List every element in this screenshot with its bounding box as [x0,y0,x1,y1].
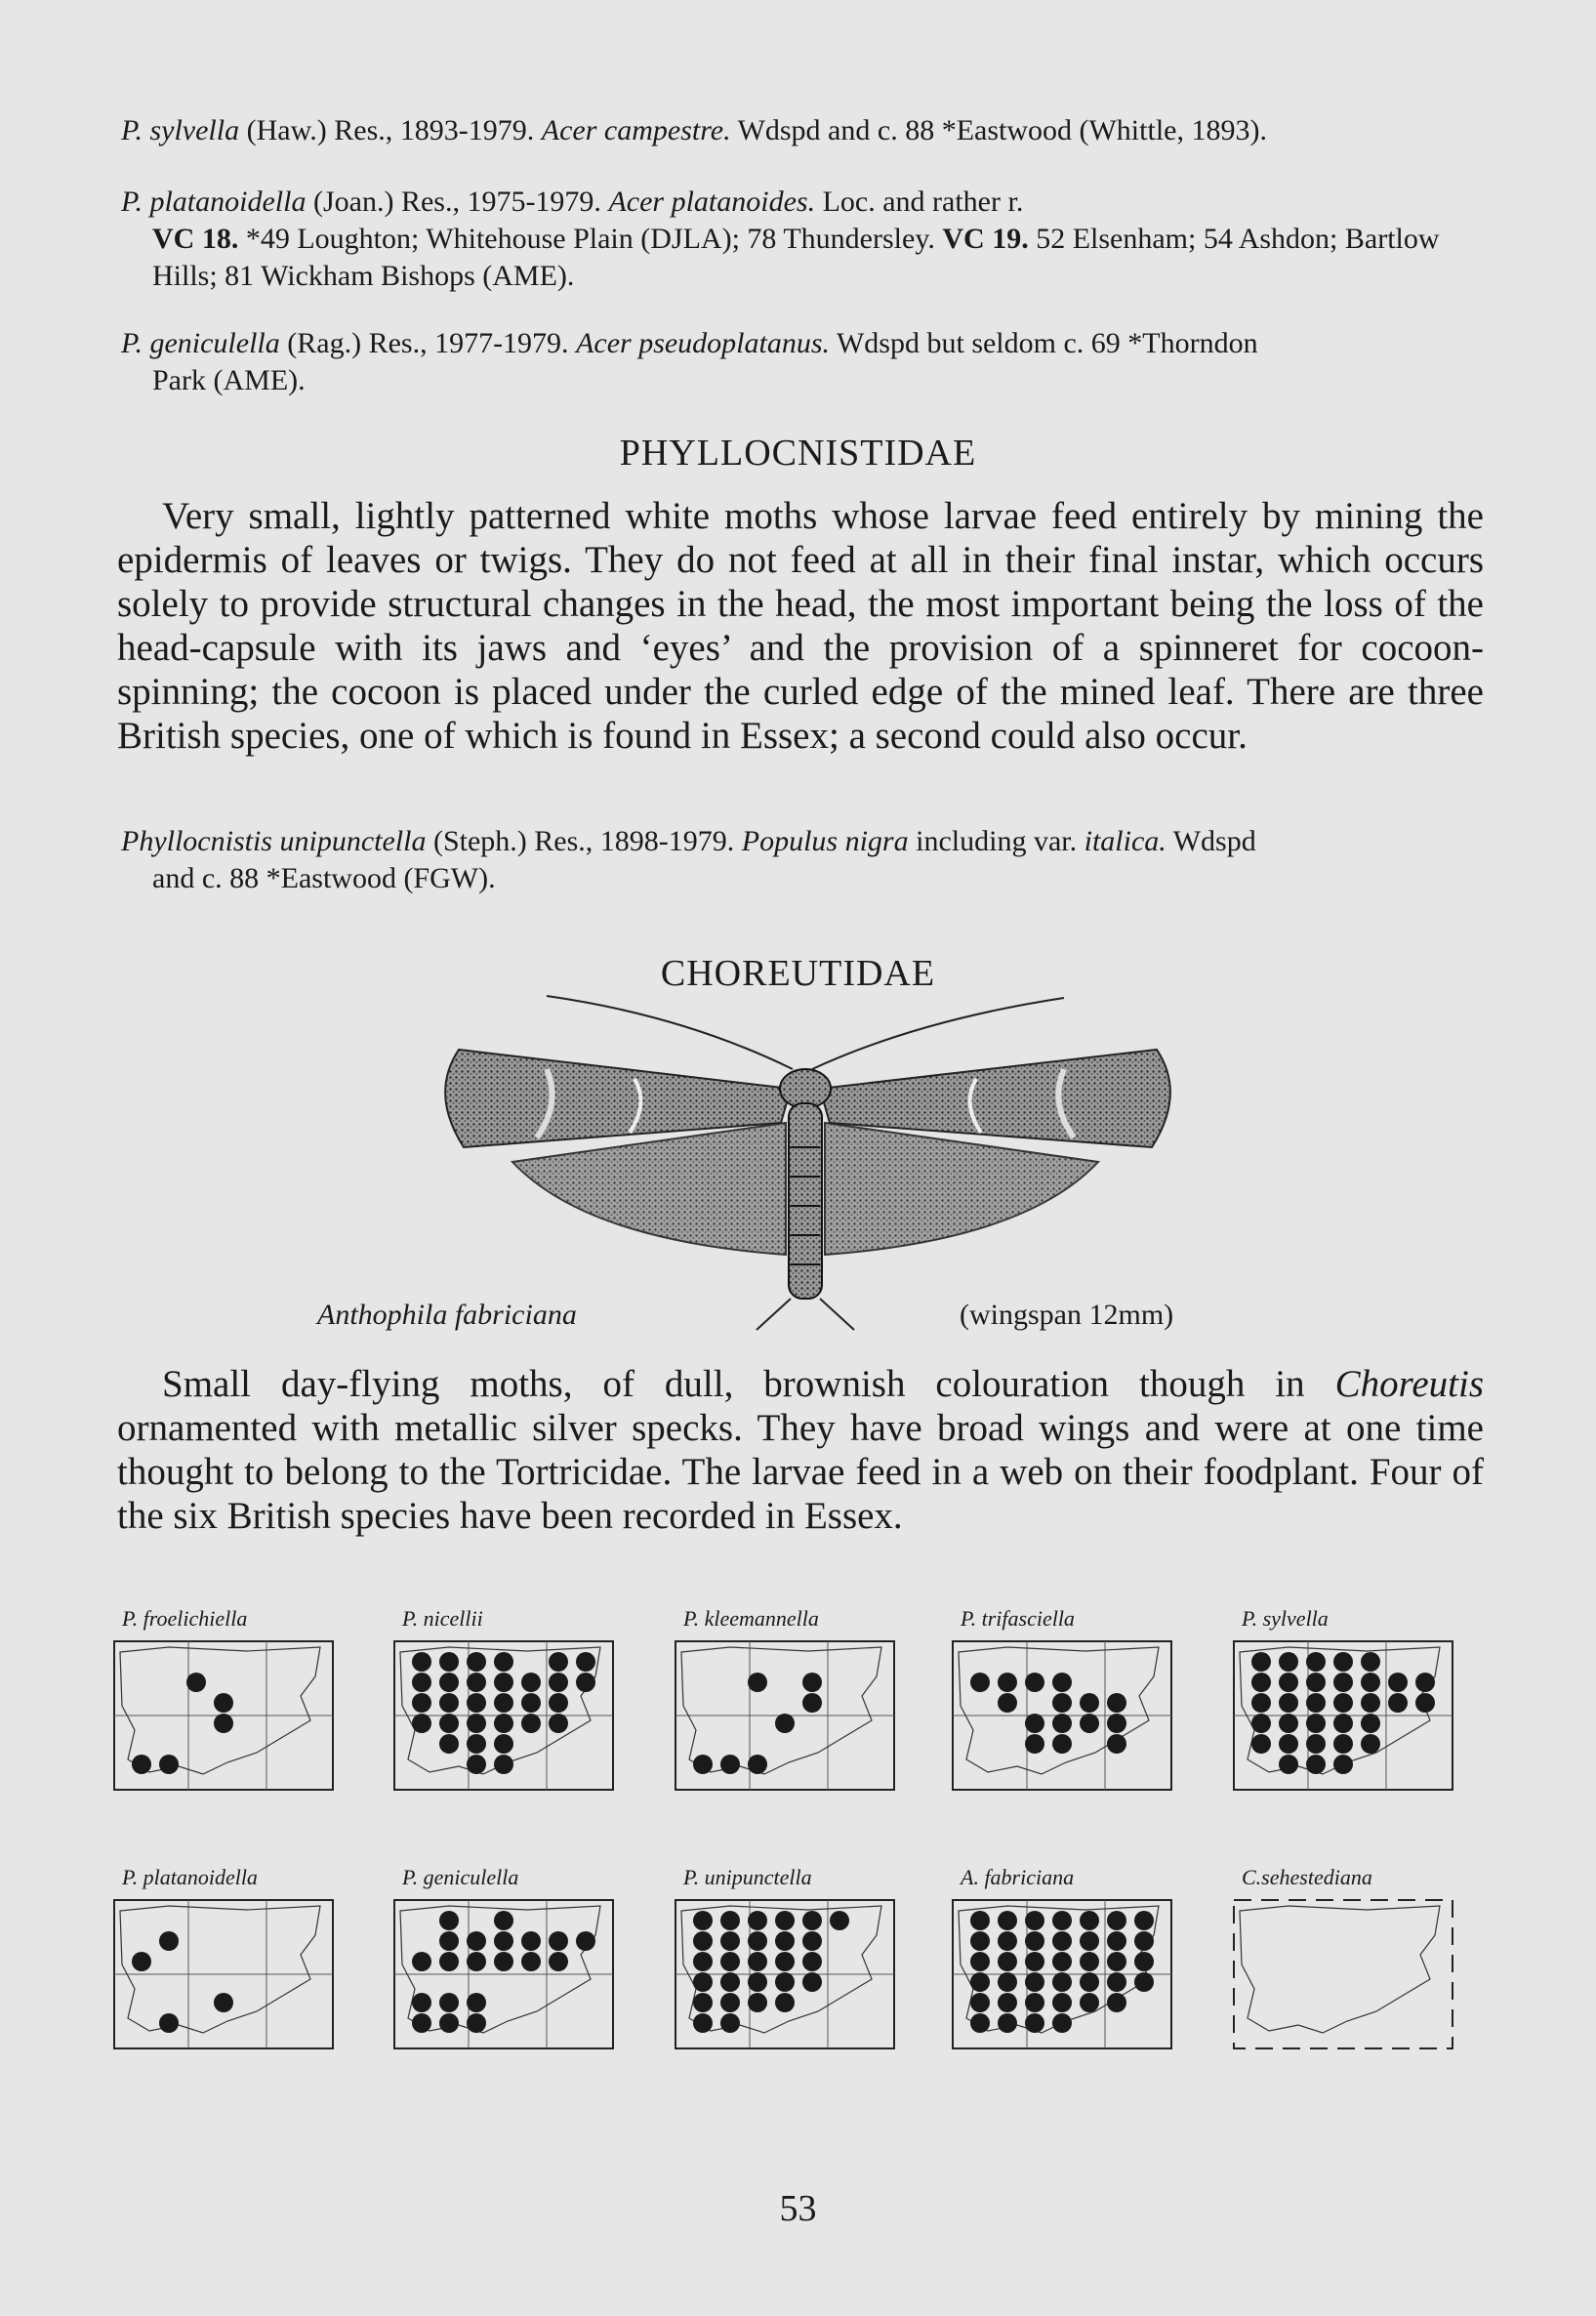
map-label: C.sehestediana [1242,1865,1372,1889]
record-dot [998,1952,1017,1971]
page-number: 53 [779,2188,817,2229]
record-dot [720,1931,740,1951]
record-dot [159,1755,179,1774]
record-dot [549,1714,568,1733]
record-dot [467,1652,486,1672]
record-dot [775,1972,795,1992]
record-dot [1052,1972,1072,1992]
distribution-map [110,1606,337,1797]
record-dot [1251,1734,1271,1754]
record-dot [467,1931,486,1951]
record-dot [1025,1673,1044,1692]
distribution-map [390,1606,617,1797]
record-dot [1251,1714,1271,1733]
record-dot [970,1931,990,1951]
record-dot [1306,1734,1326,1754]
record-dot [775,1714,795,1733]
record-dot [1052,1993,1072,2012]
record-dot [693,1952,713,1971]
record-dot [998,1972,1017,1992]
species-name: Phyllocnistis unipunctella [121,825,427,857]
record-dot [1025,1972,1044,1992]
record-dot [693,1972,713,1992]
genus: P. [121,186,143,218]
record-dot [576,1652,595,1672]
record-dot [1333,1673,1353,1692]
record-dot [494,1952,513,1971]
record-dot [1107,1714,1126,1733]
record-dot [439,1993,459,2012]
record-dot [802,1673,822,1692]
species-name: geniculella [149,327,280,359]
entry-text: including var. [908,825,1084,857]
vice-county: VC 18. [152,223,239,255]
host-plant: Acer campestre. [541,114,731,146]
record-dot [467,1714,486,1733]
entry-text: Wdspd and c. 88 *Eastwood (Whittle, 1893). [730,114,1267,146]
record-dot [693,1911,713,1930]
map-label: P. platanoidella [122,1865,258,1889]
record-dot [1306,1693,1326,1713]
record-dot [439,1952,459,1971]
entry-p-sylvella [121,112,1488,149]
record-dot [467,1755,486,1774]
record-dot [970,2013,990,2033]
paragraph-part: Small day-flying moths, of dull, brownish colouration though in [162,1363,1335,1405]
record-dot [998,1931,1017,1951]
species-name: sylvella [149,114,240,146]
record-dot [1107,1972,1126,1992]
record-dot [439,1673,459,1692]
record-dot [1025,2013,1044,2033]
distribution-map [110,1865,337,2055]
record-dot [521,1714,541,1733]
record-dot [467,2013,486,2033]
record-dot [748,1755,767,1774]
record-dot [1361,1714,1380,1733]
entry-continuation [121,221,1488,295]
host-plant: Acer platanoides. [608,186,816,218]
entry-text: Wdspd [1166,825,1256,857]
record-dot [1052,1734,1072,1754]
record-dot [467,1993,486,2012]
record-dot [1333,1755,1353,1774]
record-dot [720,2013,740,2033]
record-dot [494,1673,513,1692]
record-dot [775,1993,795,2012]
record-dot [720,1972,740,1992]
record-dot [1080,1931,1099,1951]
record-dot [775,1911,795,1930]
record-dot [1361,1673,1380,1692]
record-dot [1080,1693,1099,1713]
entry-p-platanoidella [121,184,1488,295]
distribution-map [1230,1606,1456,1797]
record-dot [748,1993,767,2012]
record-dot [748,1931,767,1951]
record-dot [1134,1972,1154,1992]
record-dot [1279,1652,1298,1672]
record-dot [494,1693,513,1713]
record-dot [1333,1652,1353,1672]
record-dot [576,1673,595,1692]
map-grid [672,1896,898,2052]
map-label: P. froelichiella [122,1606,248,1631]
paragraph-part: ornamented with metallic silver specks. They have broad wings and were at one time thought to belong to the Tortricidae. The larvae feed in a web on their foodplant. Four of the six British species have been recorded in Essex. [117,1407,1484,1537]
record-dot [186,1673,206,1692]
record-dot [439,2013,459,2033]
record-dot [998,1673,1017,1692]
record-dot [1080,1714,1099,1733]
map-label: P. sylvella [1242,1606,1329,1631]
record-dot [1025,1952,1044,1971]
record-dot [1306,1714,1326,1733]
record-dot [132,1755,151,1774]
record-dot [439,1714,459,1733]
host-plant: Acer pseudoplatanus. [576,327,831,359]
record-dot [998,1693,1017,1713]
record-dot [1025,1993,1044,2012]
record-dot [494,1734,513,1754]
record-dot [775,1952,795,1971]
map-grid [949,1896,1175,2052]
record-dot [802,1952,822,1971]
record-dot [1361,1693,1380,1713]
distribution-map [1230,1865,1456,2055]
record-dot [970,1993,990,2012]
family-description-choreutidae [117,1362,1484,1538]
entry-text: (Haw.) Res., 1893-1979. [239,114,542,146]
map-grid [110,1637,337,1794]
record-dot [998,2013,1017,2033]
record-dot [412,2013,431,2033]
record-dot [1052,1931,1072,1951]
record-dot [1025,1931,1044,1951]
record-dot [720,1952,740,1971]
map-grid [110,1896,337,2052]
record-dot [1333,1693,1353,1713]
record-dot [720,1993,740,2012]
record-dot [1080,1911,1099,1930]
record-dot [1415,1673,1435,1692]
record-dot [802,1972,822,1992]
entry-text: *49 Loughton; Whitehouse Plain (DJLA); 78 Thundersley. [238,223,943,255]
record-dot [970,1952,990,1971]
map-grid [672,1637,898,1794]
genus: P. [121,114,143,146]
record-dot [1107,1931,1126,1951]
record-dot [549,1931,568,1951]
record-dot [693,1755,713,1774]
record-dot [549,1673,568,1692]
record-dot [720,1911,740,1930]
record-dot [467,1693,486,1713]
wingspan-caption: (wingspan 12mm) [960,1299,1174,1331]
record-dot [439,1652,459,1672]
record-dot [467,1952,486,1971]
record-dot [214,1714,233,1733]
record-dot [549,1652,568,1672]
record-dot [1052,1714,1072,1733]
record-dot [494,1931,513,1951]
map-label: P. unipunctella [683,1865,812,1889]
record-dot [521,1693,541,1713]
record-dot [1080,1972,1099,1992]
record-dot [1251,1693,1271,1713]
record-dot [1025,1734,1044,1754]
record-dot [521,1952,541,1971]
paragraph-text [117,1362,1484,1538]
record-dot [494,1714,513,1733]
record-dot [1052,2013,1072,2033]
family-heading-choreutidae: CHOREUTIDAE [660,953,936,994]
record-dot [549,1952,568,1971]
record-dot [1134,1931,1154,1951]
map-grid [1230,1896,1456,2052]
distribution-map [390,1865,617,2055]
record-dot [412,1652,431,1672]
map-label: P. geniculella [402,1865,519,1889]
record-dot [159,2013,179,2033]
record-dot [693,2013,713,2033]
family-heading-phyllocnistidae: PHYLLOCNISTIDAE [619,433,977,474]
record-dot [802,1931,822,1951]
record-dot [439,1693,459,1713]
record-dot [214,1693,233,1713]
record-dot [693,1931,713,1951]
record-dot [1052,1952,1072,1971]
record-dot [720,1755,740,1774]
host-plant: Populus nigra [741,825,909,857]
entry-text: (Steph.) Res., 1898-1979. [426,825,742,857]
record-dot [412,1693,431,1713]
map-grid [390,1896,617,2052]
record-dot [1251,1673,1271,1692]
record-dot [1107,1911,1126,1930]
record-dot [1279,1673,1298,1692]
record-dot [1107,1693,1126,1713]
record-dot [1107,1734,1126,1754]
record-dot [1361,1734,1380,1754]
record-dot [1052,1911,1072,1930]
record-dot [412,1714,431,1733]
record-dot [970,1911,990,1930]
entry-text: (Rag.) Res., 1977-1979. [279,327,577,359]
record-dot [412,1993,431,2012]
record-dot [970,1972,990,1992]
entry-continuation: and c. 88 *Eastwood (FGW). [152,862,496,894]
record-dot [494,1755,513,1774]
record-dot [1361,1652,1380,1672]
record-dot [1388,1693,1408,1713]
entry-text: Loc. and rather r. [815,186,1024,218]
record-dot [802,1693,822,1713]
record-dot [412,1673,431,1692]
record-dot [521,1931,541,1951]
paragraph-text: Very small, lightly patterned white moths whose larvae feed entirely by mining the epidermis of leaves or twigs. They do not feed at all in their final instar, which occurs solely to provide structural changes in the head, the most important being the loss of the head-capsule with its jaws and ‘eyes’ and the provision of a spinneret for cocoon-spinning; the cocoon is placed under the curled edge of the mined leaf. There are three British species, one of which is found in Essex; a second could also occur. [117,495,1484,757]
record-dot [412,1952,431,1971]
record-dot [970,1673,990,1692]
moth-illustration [390,976,1220,1333]
distribution-map [949,1865,1175,2055]
record-dot [1306,1673,1326,1692]
figure-caption: Anthophila fabriciana [317,1299,577,1331]
record-dot [467,1673,486,1692]
record-dot [1306,1652,1326,1672]
entry-p-geniculella [121,325,1488,399]
record-dot [802,1911,822,1930]
entry-text: 52 Elsenham; 54 Ashdon; Bartlow Hills; 81 Wickham Bishops (AME). [152,223,1440,292]
map-label: P. trifasciella [961,1606,1075,1631]
record-dot [576,1931,595,1951]
record-dot [693,1993,713,2012]
family-description [117,494,1484,758]
record-dot [1107,1993,1126,2012]
record-dot [1333,1714,1353,1733]
record-dot [1052,1693,1072,1713]
record-dot [748,1972,767,1992]
record-dot [1279,1714,1298,1733]
entry-text: (Joan.) Res., 1975-1979. [306,186,609,218]
record-dot [748,1911,767,1930]
record-dot [439,1911,459,1930]
record-dot [1107,1952,1126,1971]
species-name: platanoidella [149,186,307,218]
map-grid [390,1637,617,1794]
entry-text: Wdspd but seldom c. 69 *Thorndon [830,327,1258,359]
record-dot [775,1931,795,1951]
record-dot [467,1734,486,1754]
record-dot [1333,1734,1353,1754]
record-dot [998,1911,1017,1930]
record-dot [830,1911,849,1930]
entry-continuation: Park (AME). [152,364,306,396]
record-dot [998,1993,1017,2012]
distribution-map [672,1606,898,1797]
genus: Choreutis [1334,1363,1484,1405]
distribution-map [672,1865,898,2055]
record-dot [494,1652,513,1672]
entry-phyllocnistis-unipunctella [121,823,1488,897]
map-grid [1230,1637,1456,1794]
distribution-map [949,1606,1175,1797]
map-label: P. nicellii [402,1606,483,1631]
record-dot [1134,1911,1154,1930]
record-dot [132,1952,151,1971]
record-dot [1080,1952,1099,1971]
record-dot [214,1993,233,2012]
record-dot [521,1673,541,1692]
genus: P. [121,327,143,359]
record-dot [1279,1734,1298,1754]
map-label: P. kleemannella [683,1606,819,1631]
record-dot [1025,1911,1044,1930]
record-dot [439,1931,459,1951]
record-dot [1080,1993,1099,2012]
record-dot [1415,1693,1435,1713]
record-dot [1306,1755,1326,1774]
record-dot [1052,1673,1072,1692]
record-dot [1279,1755,1298,1774]
record-dot [439,1734,459,1754]
record-dot [1025,1714,1044,1733]
record-dot [1279,1693,1298,1713]
map-grid [949,1637,1175,1794]
record-dot [748,1673,767,1692]
record-dot [748,1952,767,1971]
record-dot [494,1911,513,1930]
record-dot [549,1693,568,1713]
map-label: A. fabriciana [961,1865,1075,1889]
record-dot [159,1931,179,1951]
record-dot [1388,1673,1408,1692]
record-dot [1134,1952,1154,1971]
variety-name: italica. [1084,825,1166,857]
vice-county: VC 19. [942,223,1029,255]
record-dot [1251,1652,1271,1672]
